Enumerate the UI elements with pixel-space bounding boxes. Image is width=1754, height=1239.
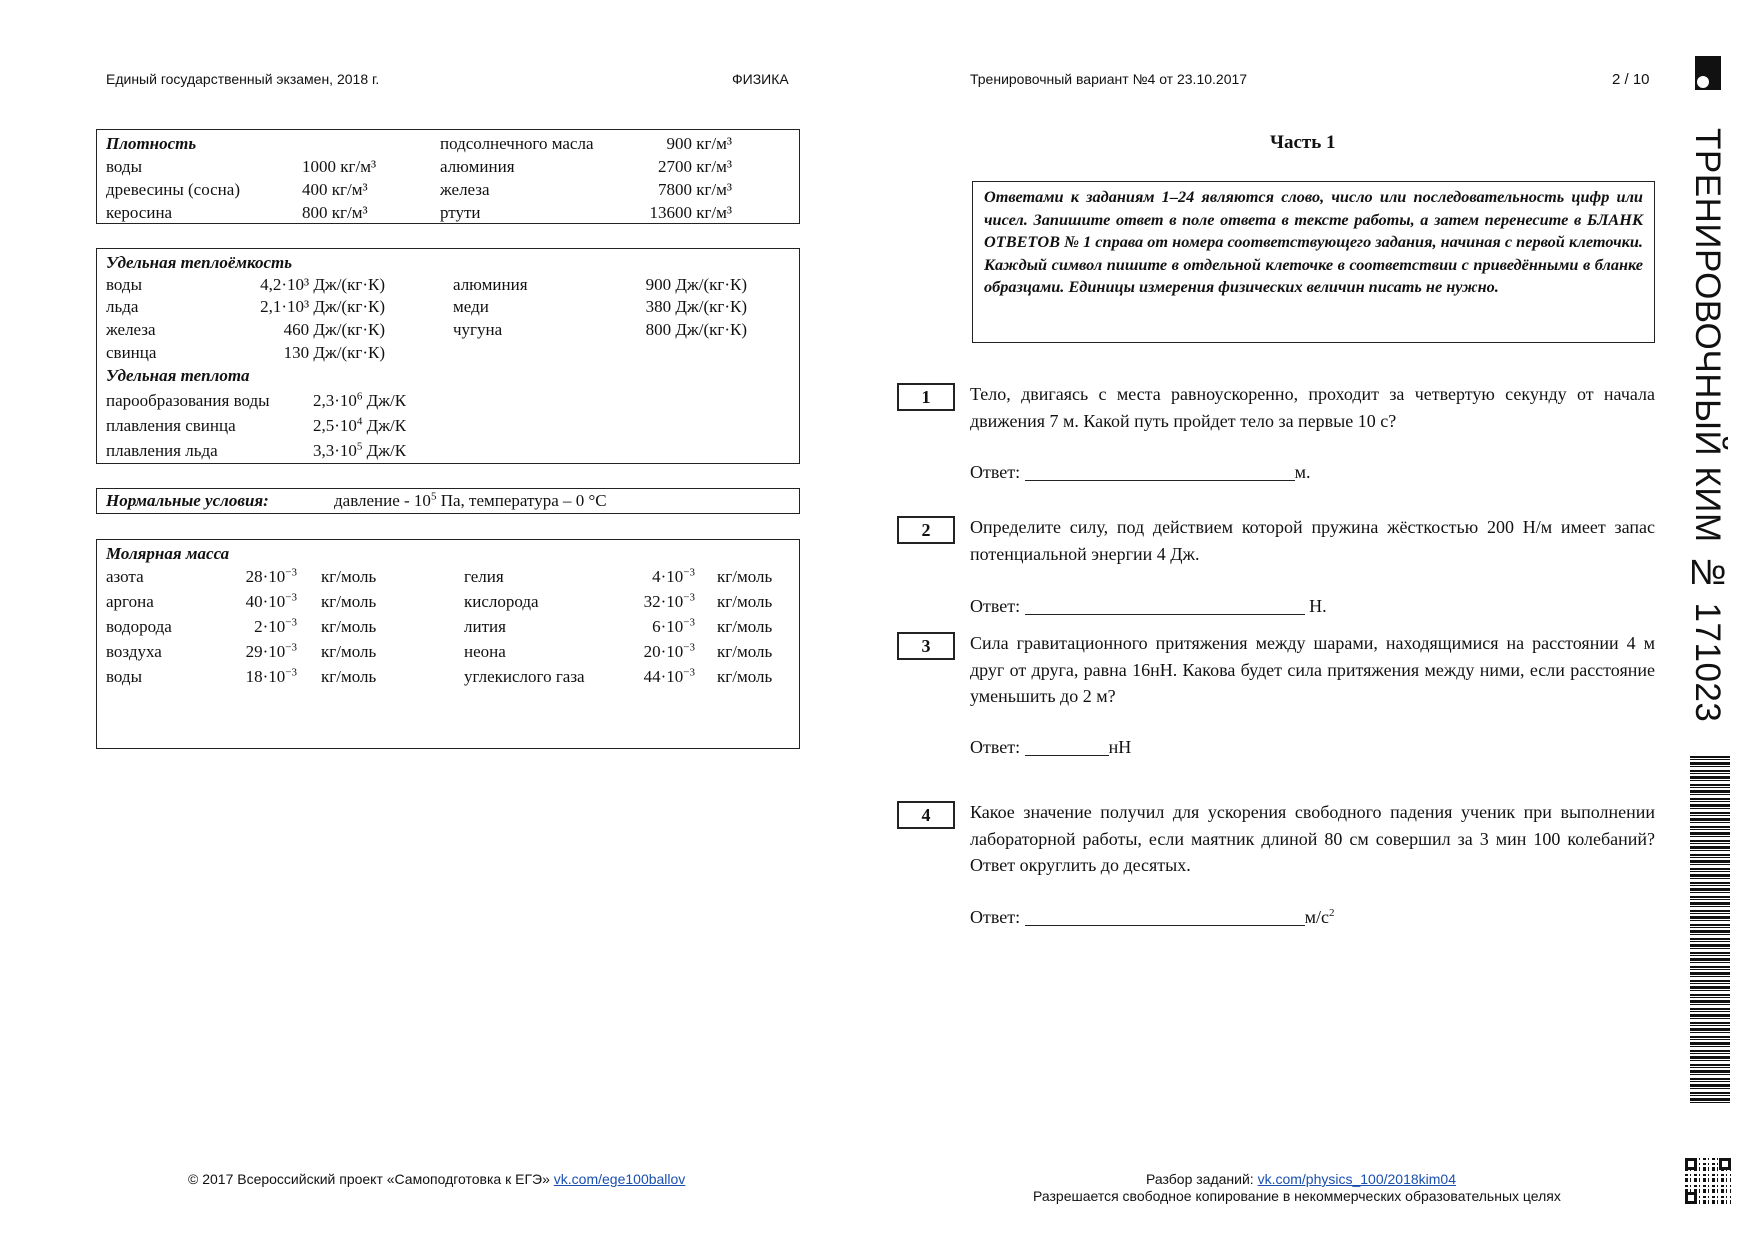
molar-value: $29\cdot 10^{-3}$: [245, 641, 297, 661]
normal-conditions-box: [96, 488, 800, 514]
density-name: железа: [440, 180, 490, 199]
molar-value: $4\cdot 10^{-3}$: [652, 566, 695, 586]
molar-value: $44\cdot 10^{-3}$: [643, 666, 695, 686]
heat-name: льда: [106, 297, 139, 316]
answer-field[interactable]: [1025, 598, 1305, 615]
heat-name: чугуна: [453, 320, 503, 339]
molar-value: $40\cdot 10^{-3}$: [245, 591, 297, 611]
heat-value: 4,2·10³ Дж/(кг·К): [260, 275, 385, 294]
density-title: Плотность: [106, 134, 197, 153]
header-subject: ФИЗИКА: [732, 71, 789, 87]
density-name: ртути: [440, 203, 481, 222]
molar-unit: кг/моль: [321, 567, 377, 586]
latent-value: $2,5\cdot 10^4$ Дж/К: [313, 415, 407, 435]
latent-name: плавления свинца: [106, 416, 236, 435]
molar-name: неона: [464, 642, 506, 661]
molar-unit: кг/моль: [717, 642, 773, 661]
question-text: Какое значение получил для ускорения свободного падения ученик при выполнении лабораторной работы, если маятник длиной 80 см совершил за 3 мин 100 колебаний? Ответ округлить до десятых.: [970, 802, 1655, 875]
density-name: керосина: [106, 203, 173, 222]
question-number: 1: [897, 383, 955, 411]
density-value: 2700 кг/м³: [657, 157, 732, 176]
latent-value: $3,3\cdot 10^5$ Дж/К: [313, 440, 407, 460]
heat-value: 900 Дж/(кг·К): [645, 275, 747, 294]
density-value: 1000 кг/м³: [302, 157, 377, 176]
density-name: воды: [106, 157, 142, 176]
question-number: 2: [897, 516, 955, 544]
molar-unit: кг/моль: [717, 667, 773, 686]
question-number: 4: [897, 801, 955, 829]
heat-value: 130 Дж/(кг·К): [283, 343, 385, 362]
molar-value: $6\cdot 10^{-3}$: [652, 616, 695, 636]
instructions-box: Ответами к заданиям 1–24 являются слово, число или последовательность цифр или чисел. Запишите ответ в поле ответа в тексте работы, а затем перенесите в БЛАНК ОТВЕТОВ № 1 справа от номера соответствующего задания, начиная с первой клеточки. Каждый символ пишите в отдельной клеточке в соответствии с приведёнными в бланке образцами. Единицы измерения физических величин писать не нужно.: [972, 181, 1655, 343]
footer-analysis-label: Разбор заданий:: [1146, 1171, 1258, 1187]
molar-value: $2\cdot 10^{-3}$: [254, 616, 297, 636]
density-name: древесины (сосна): [106, 180, 240, 199]
molar-value: $28\cdot 10^{-3}$: [245, 566, 297, 586]
header-variant: Тренировочный вариант №4 от 23.10.2017: [970, 71, 1248, 87]
density-table: [96, 129, 800, 224]
heat-name: железа: [106, 320, 156, 339]
answer-unit: нН: [1108, 737, 1132, 757]
answer-field[interactable]: [1025, 464, 1295, 481]
qr-corner-icon: [1685, 1158, 1697, 1170]
question-text: Тело, двигаясь с места равноускоренно, проходит за четвертую секунду от начала движения 7 м. Какой путь пройдет тело за первые 10 с?: [970, 384, 1655, 431]
heat-value: 2,1·10³ Дж/(кг·К): [260, 297, 385, 316]
latent-value: $2,3\cdot 10^6$ Дж/К: [313, 390, 407, 410]
footer-right-link[interactable]: vk.com/physics_100/2018kim04: [1257, 1171, 1456, 1187]
molar-title: Молярная масса: [106, 544, 230, 563]
molar-unit: кг/моль: [321, 642, 377, 661]
exam-logo-dot-icon: [1697, 76, 1709, 88]
molar-mass-table: [96, 539, 800, 749]
molar-name: воды: [106, 667, 142, 686]
molar-unit: кг/моль: [717, 617, 773, 636]
normal-conditions-title: Нормальные условия:: [106, 491, 269, 510]
answer-row: [970, 737, 1131, 758]
question-text: Определите силу, под действием которой пружина жёсткостью 200 Н/м имеет запас потенциальной энергии 4 Дж.: [970, 517, 1655, 564]
answer-row: [970, 596, 1327, 617]
answer-label: Ответ:: [970, 462, 1021, 482]
qr-corner-icon: [1719, 1158, 1731, 1170]
footer-right: [1146, 1171, 1456, 1187]
barcode-icon: [1690, 756, 1730, 1106]
molar-name: воздуха: [106, 642, 162, 661]
latent-name: парообразования воды: [106, 391, 270, 410]
heat-title: Удельная теплоёмкость: [106, 253, 293, 272]
latent-heat-title: Удельная теплота: [106, 366, 250, 385]
answer-unit: м/с: [1304, 907, 1330, 927]
density-value: 13600 кг/м³: [649, 203, 732, 222]
heat-name: меди: [453, 297, 489, 316]
footer-copy-note: Разрешается свободное копирование в некоммерческих образовательных целях: [1033, 1188, 1561, 1204]
molar-value: $32\cdot 10^{-3}$: [643, 591, 695, 611]
footer-left-link[interactable]: vk.com/ege100ballov: [553, 1171, 686, 1187]
molar-unit: кг/моль: [717, 567, 773, 586]
qr-corner-icon: [1685, 1192, 1697, 1204]
molar-name: кислорода: [464, 592, 539, 611]
answer-field[interactable]: [1025, 909, 1305, 926]
answer-row: [970, 907, 1335, 928]
question-text: Сила гравитационного притяжения между шарами, находящимися на расстоянии 4 м друг от друга, равна 16нН. Какова будет сила притяжения между ними, если расстояние уменьшить до 2 м?: [970, 633, 1655, 706]
answer-unit-exponent: 2: [1329, 907, 1335, 919]
molar-unit: кг/моль: [321, 592, 377, 611]
footer-left: [188, 1171, 685, 1187]
molar-value: $20\cdot 10^{-3}$: [643, 641, 695, 661]
molar-name: азота: [106, 567, 144, 586]
density-value: 800 кг/м³: [302, 203, 368, 222]
density-value: 7800 кг/м³: [657, 180, 732, 199]
normal-conditions-text: давление - $10^5$ Па, температура – 0 °С: [334, 490, 607, 510]
heat-capacity-table: [96, 248, 800, 464]
answer-unit: Н.: [1309, 596, 1327, 616]
molar-name: аргона: [106, 592, 154, 611]
heat-name: воды: [106, 275, 142, 294]
footer-copyright: © 2017 Всероссийский проект «Самоподготовка к ЕГЭ»: [188, 1171, 554, 1187]
heat-value: 380 Дж/(кг·К): [645, 297, 747, 316]
molar-value: $18\cdot 10^{-3}$: [245, 666, 297, 686]
answer-label: Ответ:: [970, 737, 1021, 757]
molar-unit: кг/моль: [321, 667, 377, 686]
latent-name: плавления льда: [106, 441, 218, 460]
density-value: 900 кг/м³: [666, 134, 732, 153]
answer-row: [970, 462, 1311, 483]
molar-name: углекислого газа: [464, 667, 585, 686]
molar-name: водорода: [106, 617, 172, 636]
header-page-number: 2 / 10: [1612, 71, 1650, 88]
heat-value: 800 Дж/(кг·К): [645, 320, 747, 339]
density-name: подсолнечного масла: [440, 134, 594, 153]
heat-name: алюминия: [453, 275, 528, 294]
molar-unit: кг/моль: [717, 592, 773, 611]
header-exam-title: Единый государственный экзамен, 2018 г.: [106, 71, 380, 87]
density-value: 400 кг/м³: [302, 180, 368, 199]
answer-label: Ответ:: [970, 596, 1021, 616]
part-title: Часть 1: [1270, 132, 1336, 153]
density-name: алюминия: [440, 157, 515, 176]
molar-unit: кг/моль: [321, 617, 377, 636]
side-title: ТРЕНИРОВОЧНЫЙ КИМ № 171023: [1688, 128, 1727, 723]
molar-name: лития: [464, 617, 506, 636]
answer-field[interactable]: [1025, 739, 1109, 756]
heat-name: свинца: [106, 343, 157, 362]
heat-value: 460 Дж/(кг·К): [283, 320, 385, 339]
answer-unit: м.: [1294, 462, 1311, 482]
question-number: 3: [897, 632, 955, 660]
molar-name: гелия: [464, 567, 504, 586]
answer-label: Ответ:: [970, 907, 1021, 927]
